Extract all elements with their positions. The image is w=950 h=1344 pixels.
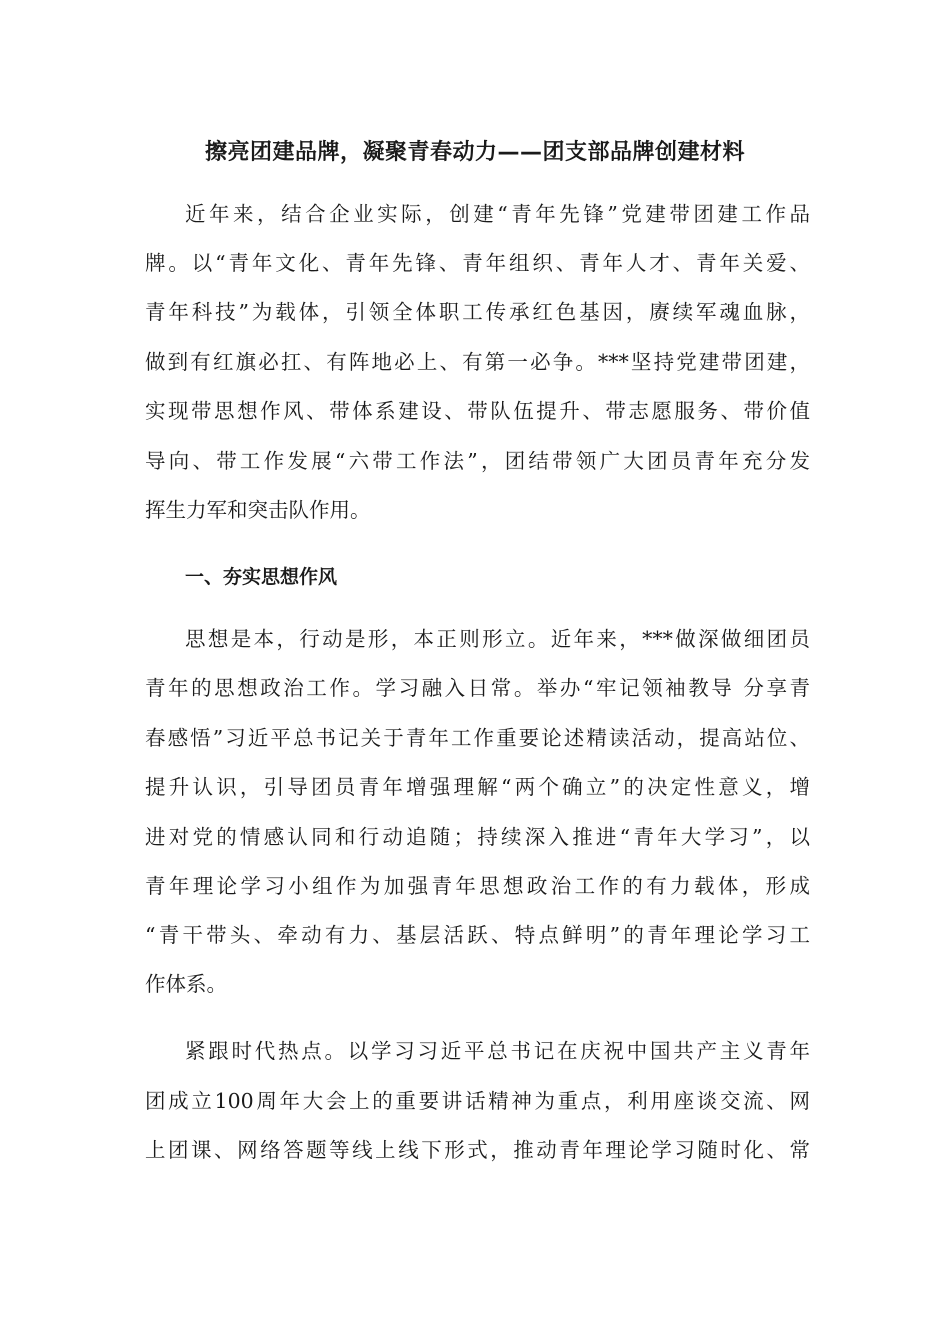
paragraph-line: 紧跟时代热点。以学习习近平总书记在庆祝中国共产主义青年: [185, 1039, 810, 1063]
paragraph-line: 青年的思想政治工作。学习融入日常。举办“牢记领袖教导 分享青: [145, 676, 810, 700]
section-heading: 一、夯实思想作风: [185, 566, 338, 588]
document-title: 擦亮团建品牌，凝聚青春动力——团支部品牌创建材料: [204, 140, 745, 165]
paragraph-line: 提升认识，引导团员青年增强理解“两个确立”的决定性意义，增: [145, 775, 810, 799]
paragraph-line: 进对党的情感认同和行动追随；持续深入推进“青年大学习”，以: [145, 825, 810, 849]
paragraph-line: 春感悟”习近平总书记关于青年工作重要论述精读活动，提高站位、: [145, 726, 810, 750]
paragraph-line: “青干带头、牵动有力、基层活跃、特点鲜明”的青年理论学习工: [145, 923, 810, 947]
paragraph-line: 导向、带工作发展“六带工作法”，团结带领广大团员青年充分发: [145, 449, 810, 473]
paragraph-line: 作体系。: [145, 972, 227, 996]
paragraph-line: 青年理论学习小组作为加强青年思想政治工作的有力载体，形成: [145, 874, 810, 898]
paragraph-line: 青年科技”为载体，引领全体职工传承红色基因，赓续军魂血脉，: [145, 300, 810, 324]
paragraph-line: 牌。以“青年文化、青年先锋、青年组织、青年人才、青年关爱、: [145, 251, 810, 275]
paragraph-line: 思想是本，行动是形，本正则形立。近年来，***做深做细团员: [185, 627, 810, 651]
paragraph-line: 团成立100周年大会上的重要讲话精神为重点，利用座谈交流、网: [145, 1089, 810, 1113]
paragraph-line: 实现带思想作风、带体系建设、带队伍提升、带志愿服务、带价值: [145, 399, 810, 423]
paragraph-line: 挥生力军和突击队作用。: [145, 498, 371, 522]
paragraph-line: 上团课、网络答题等线上线下形式，推动青年理论学习随时化、常: [145, 1138, 810, 1162]
paragraph-line: 近年来，结合企业实际，创建“青年先锋”党建带团建工作品: [185, 202, 810, 226]
paragraph-line: 做到有红旗必扛、有阵地必上、有第一必争。***坚持党建带团建，: [145, 350, 810, 374]
